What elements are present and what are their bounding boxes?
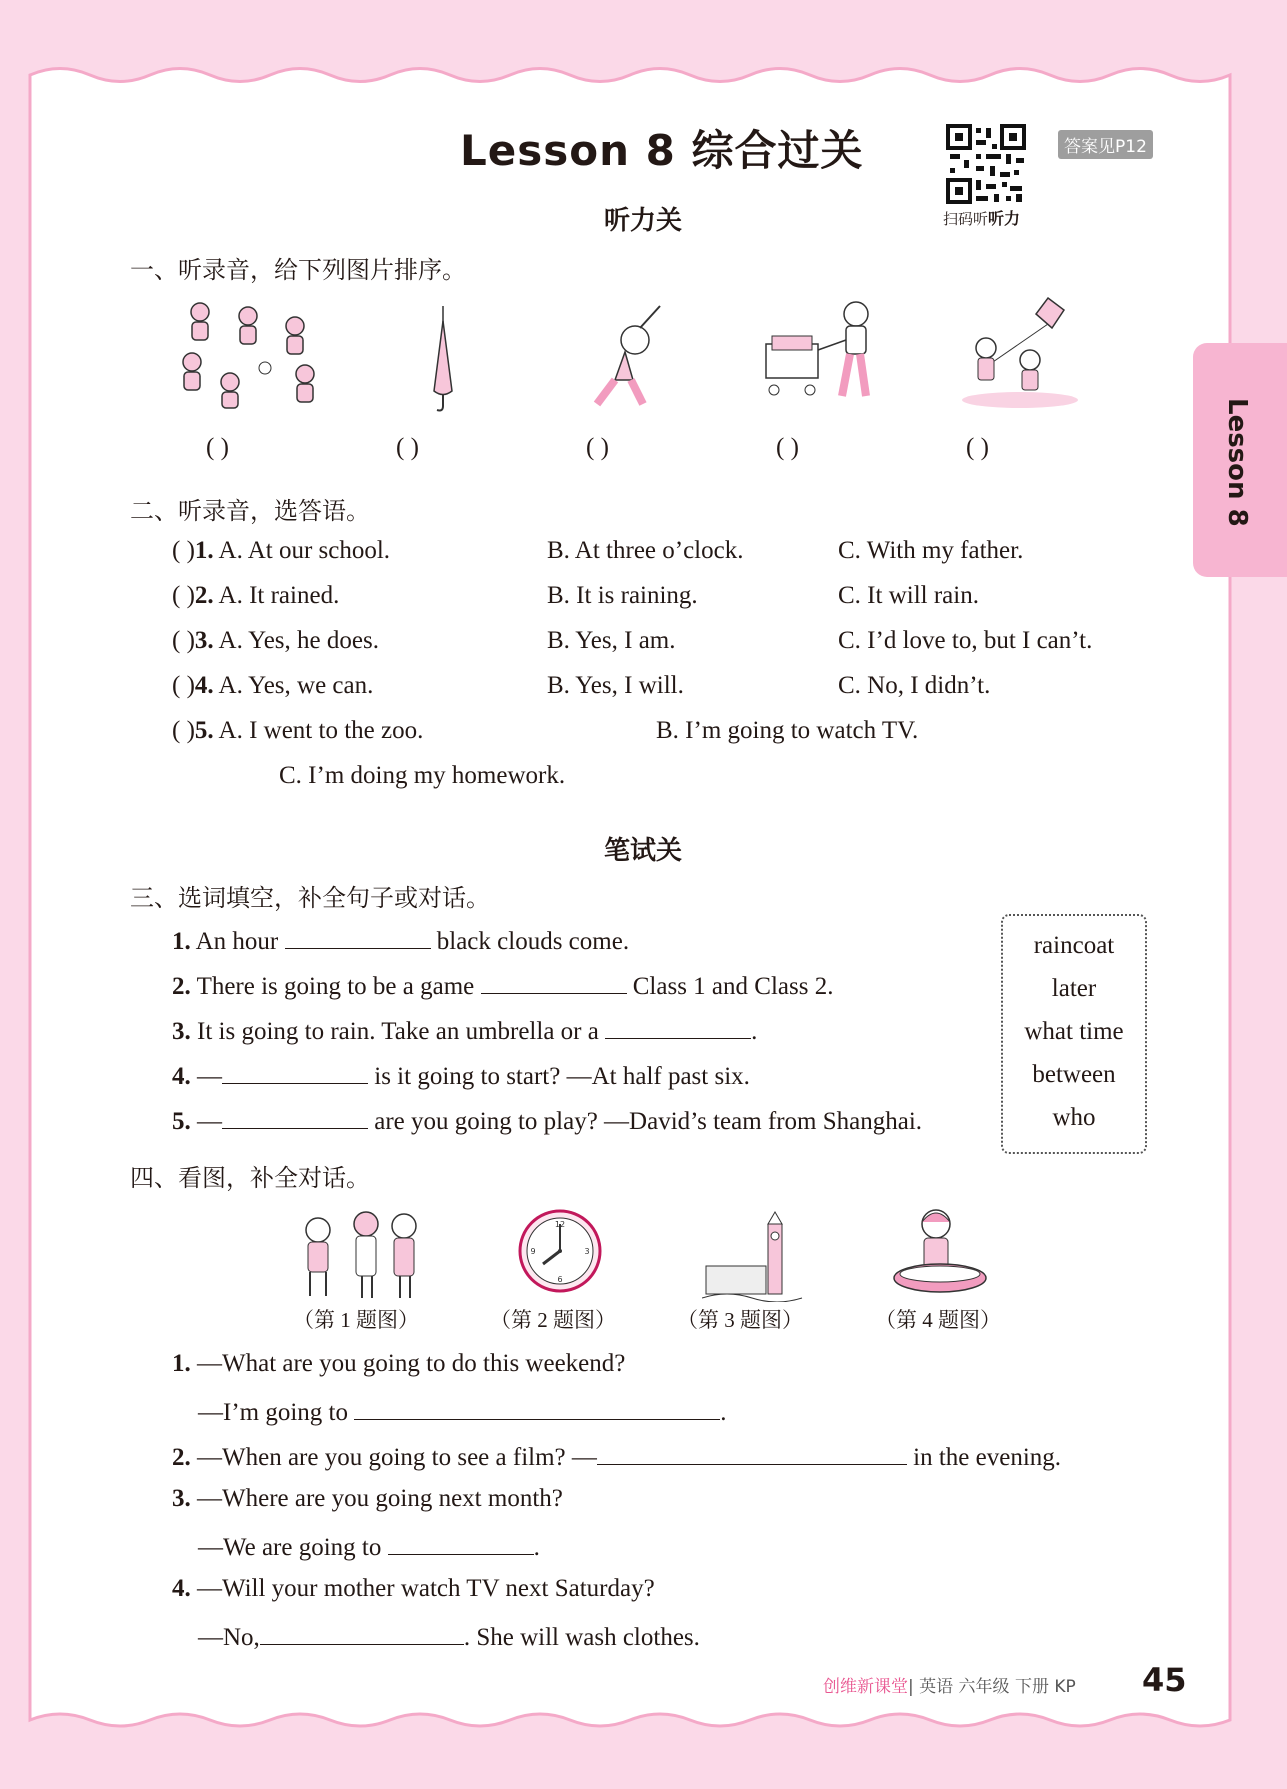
blank-input[interactable] <box>260 1620 464 1645</box>
part3-heading: 三、选词填空，补全句子或对话。 <box>130 884 490 912</box>
picture-caption-1: （第 1 题图） <box>293 1308 419 1332</box>
question-row: ( )5. A. I went to the zoo. <box>172 717 424 744</box>
svg-text:3: 3 <box>584 1247 590 1256</box>
answer-paren[interactable]: ( ) <box>172 627 195 654</box>
qr-label: 扫码听听力 <box>943 209 1021 228</box>
answer-paren[interactable]: ( ) <box>172 672 195 699</box>
option-b[interactable]: B. I’m going to watch TV. <box>656 717 919 744</box>
question-row: ( )4. A. Yes, we can. <box>172 672 374 699</box>
answer-paren[interactable]: ( ) <box>172 537 195 564</box>
svg-text:6: 6 <box>557 1275 563 1284</box>
blank-input[interactable] <box>605 1014 751 1039</box>
page-number: 45 <box>1142 1661 1187 1699</box>
picture-answer-2[interactable]: ( ) <box>396 434 419 461</box>
picture-answer-5[interactable]: ( ) <box>966 434 989 461</box>
girl-exercising-picture <box>585 300 675 410</box>
fill-sentence-4: 4. — is it going to start? —At half past six. <box>172 1059 750 1091</box>
blank-input[interactable] <box>597 1440 907 1465</box>
option-b[interactable]: B. Yes, I will. <box>547 672 684 699</box>
picture-caption-3: （第 3 题图） <box>677 1308 803 1332</box>
side-tab-label: Lesson 8 <box>1222 398 1252 527</box>
question-row: ( )2. A. It rained. <box>172 582 340 609</box>
svg-text:12: 12 <box>554 1220 566 1229</box>
dialogue-1-line1: 1. —What are you going to do this weekend? <box>172 1350 626 1377</box>
option-c[interactable]: C. I’d love to, but I can’t. <box>838 627 1093 654</box>
picture-answer-4[interactable]: ( ) <box>776 434 799 461</box>
page-title: Lesson 8 综合过关 <box>460 126 864 175</box>
word-bank <box>1001 914 1147 1154</box>
dialogue-1-line2: —I’m going to . <box>198 1395 727 1427</box>
option-c[interactable]: C. I’m doing my homework. <box>279 762 566 789</box>
answer-reference-tag: 答案见P12 <box>1058 130 1153 159</box>
qr-code-icon[interactable] <box>946 124 1026 204</box>
dialogue-3-line2: —We are going to . <box>198 1530 540 1562</box>
question-row: ( )3. A. Yes, he does. <box>172 627 379 654</box>
footer-info <box>823 1672 1076 1697</box>
word-option: later <box>1051 975 1097 1002</box>
london-picture <box>702 1210 804 1302</box>
blank-input[interactable] <box>388 1530 534 1555</box>
picture-caption-4: （第 4 题图） <box>875 1308 1001 1332</box>
question-row: ( )1. A. At our school. <box>172 537 391 564</box>
word-option: who <box>1052 1104 1096 1131</box>
picture-answer-1[interactable]: ( ) <box>206 434 229 461</box>
washing-clothes-picture <box>890 1204 1002 1300</box>
blank-input[interactable] <box>481 969 627 994</box>
word-option: raincoat <box>1033 932 1115 959</box>
svg-text:9: 9 <box>530 1247 536 1256</box>
blank-input[interactable] <box>285 924 431 949</box>
option-b[interactable]: B. It is raining. <box>547 582 698 609</box>
clock-picture <box>517 1208 603 1294</box>
dialogue-4-line2: —No, . She will wash clothes. <box>198 1620 700 1652</box>
part4-heading: 四、看图，补全对话。 <box>130 1164 370 1192</box>
picture-caption-2: （第 2 题图） <box>490 1308 616 1332</box>
blank-input[interactable] <box>354 1395 720 1420</box>
shopping-cart-picture <box>762 300 882 410</box>
option-c[interactable]: C. No, I didn’t. <box>838 672 991 699</box>
fill-sentence-5: 5. — are you going to play? —David’s team from Shanghai. <box>172 1104 922 1136</box>
kite-flying-picture <box>960 294 1080 410</box>
part2-heading: 二、听录音，选答语。 <box>130 497 370 525</box>
family-picture <box>296 1208 430 1300</box>
part1-heading: 一、听录音，给下列图片排序。 <box>130 256 466 284</box>
answer-paren[interactable]: ( ) <box>172 717 195 744</box>
dialogue-4-line1: 4. —Will your mother watch TV next Saturday? <box>172 1575 655 1602</box>
option-c[interactable]: C. With my father. <box>838 537 1024 564</box>
option-b[interactable]: B. At three o’clock. <box>547 537 744 564</box>
listening-section-title: 听力关 <box>604 206 683 236</box>
football-children-picture <box>170 298 330 418</box>
answer-paren[interactable]: ( ) <box>172 582 195 609</box>
footer-brand: 创维新课堂 <box>823 1677 908 1697</box>
blank-input[interactable] <box>222 1059 368 1084</box>
footer-series: | 英语 六年级 下册 KP <box>908 1677 1076 1697</box>
dialogue-3-line1: 3. —Where are you going next month? <box>172 1485 563 1512</box>
fill-sentence-3: 3. It is going to rain. Take an umbrella or a . <box>172 1014 757 1046</box>
writing-section-title: 笔试关 <box>604 836 683 866</box>
fill-sentence-1: 1. An hour black clouds come. <box>172 924 629 956</box>
dialogue-2-line1: 2. —When are you going to see a film? — in the evening. <box>172 1440 1061 1472</box>
fill-sentence-2: 2. There is going to be a game Class 1 and Class 2. <box>172 969 833 1001</box>
word-option: between <box>1032 1061 1116 1088</box>
blank-input[interactable] <box>222 1104 368 1129</box>
umbrella-picture <box>428 306 458 416</box>
word-option: what time <box>1024 1018 1124 1045</box>
option-c[interactable]: C. It will rain. <box>838 582 979 609</box>
picture-answer-3[interactable]: ( ) <box>586 434 609 461</box>
option-b[interactable]: B. Yes, I am. <box>547 627 676 654</box>
